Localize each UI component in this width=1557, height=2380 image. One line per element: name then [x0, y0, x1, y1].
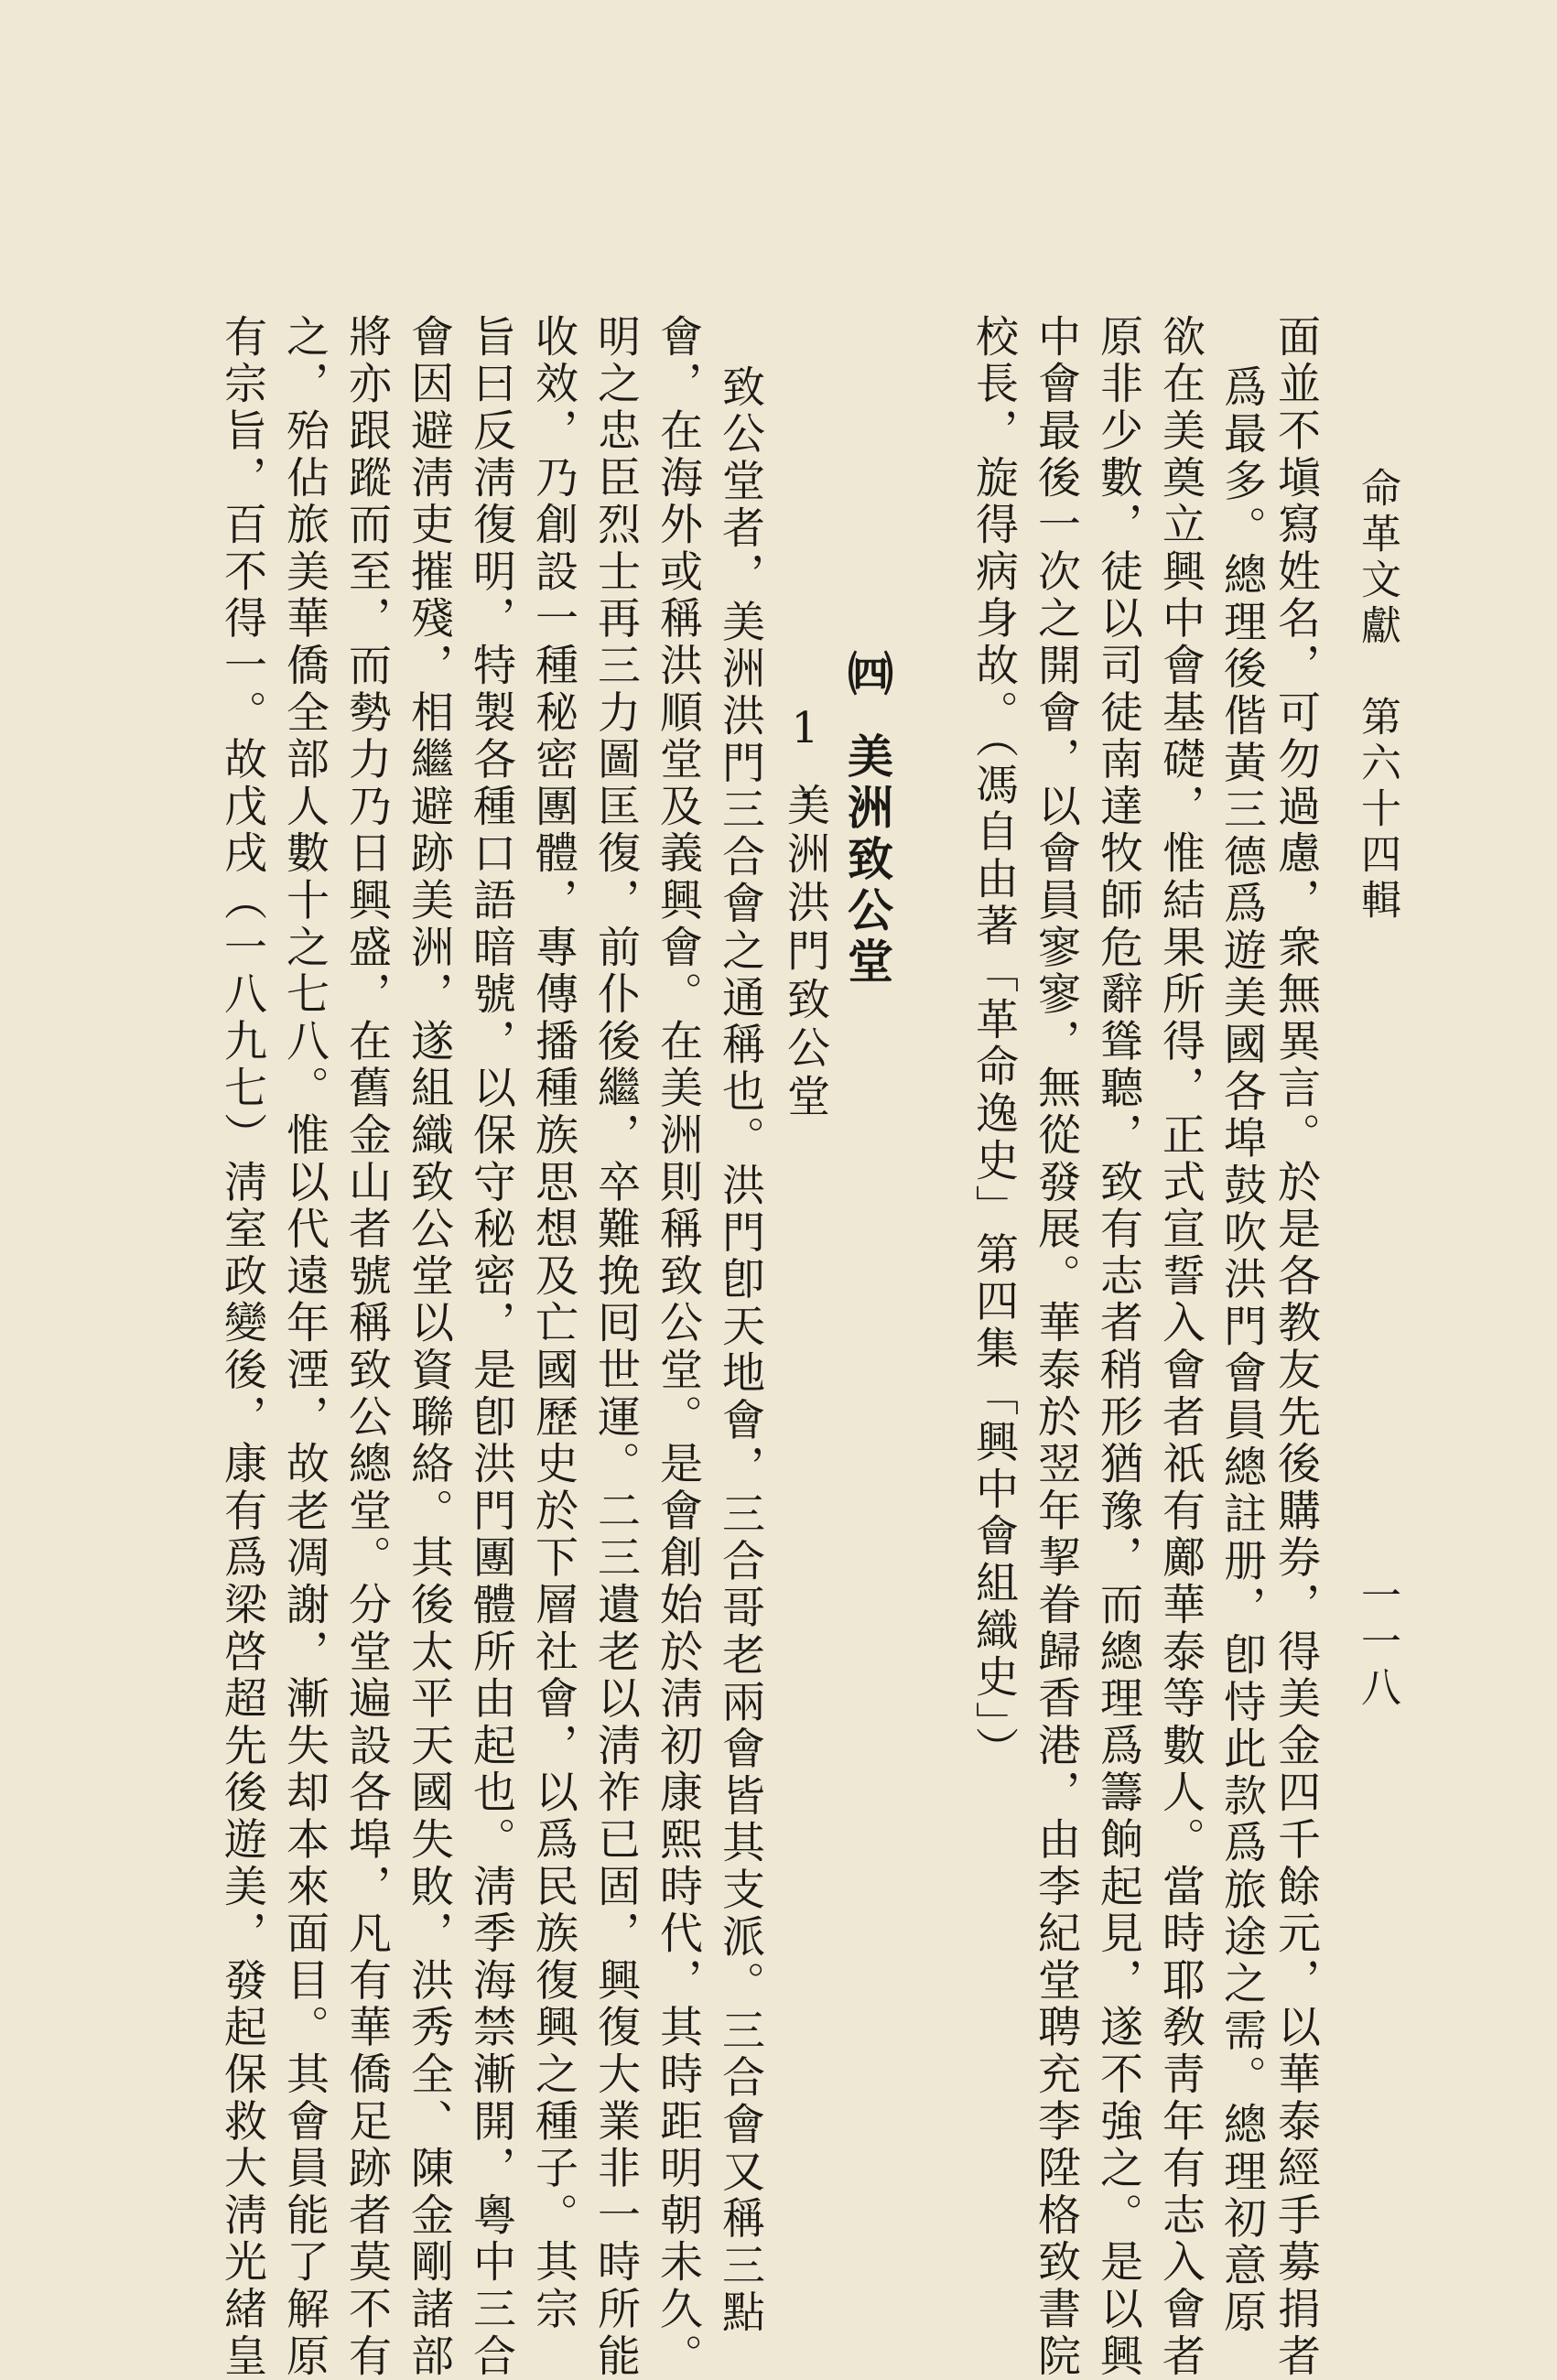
body-line: 之，殆佔旅美華僑全部人數十之七八。惟以代遠年湮，故老凋謝，漸失却本來面目。其會員能了解原 — [279, 314, 330, 2380]
subsection-title: 美洲洪門致公堂 — [780, 783, 830, 1122]
body-line: 會因避淸吏摧殘，相繼避跡美洲，遂組織致公堂以資聯絡。其後太平天國失敗，洪秀全、陳金剛諸部 — [404, 314, 454, 2380]
body-line: 有宗旨，百不得一。故戊戌（一八九七）淸室政變後，康有爲梁啓超先後遊美，發起保救大淸光緒皇 — [217, 314, 267, 2380]
body-line: 爲最多。總理後偕黃三德爲遊美國各埠鼓吹洪門會員總註册，卽恃此款爲旅途之需。總理初意原 — [1216, 364, 1267, 2337]
body-line: 中會最後一次之開會，以會員寥寥，無從發展。華泰於翌年挈眷歸香港，由李紀堂聘充李陞格致書院 — [1031, 314, 1081, 2380]
body-line: 收效，乃創設一種秘密團體，專傳播種族思想及亡國歷史於下層社會，以爲民族復興之種子。其宗 — [528, 314, 578, 2333]
body-line: 會，在海外或稱洪順堂及義興會。在美洲則稱致公堂。是會創始於淸初康熙時代，其時距明朝未久。 — [653, 314, 703, 2380]
page-number: 一一八 — [1354, 1574, 1400, 1712]
body-line: 校長，旋得病身故。（馮自由著「革命逸史」第四集「興中會組織史」） — [968, 314, 1019, 1774]
body-line: 致公堂者，美洲洪門三合會之通稱也。洪門卽天地會，三合哥老兩會皆其支派。三合會又稱三點 — [715, 364, 765, 2337]
body-line: 原非少數，徒以司徒南達牧師危辭聳聽，致有志者稍形猶豫，而總理爲籌餉起見，遂不強之。是以興 — [1093, 314, 1143, 2380]
body-line: 面並不塡寫姓名，可勿過慮，衆無異言。於是各教友先後購券，得美金四千餘元，以華泰經手募捐者 — [1270, 314, 1321, 2380]
section-title: 美洲致公堂 — [840, 732, 894, 989]
running-header-title: 命革文獻 第六十四輯 — [1354, 467, 1400, 925]
subsection-number: 1. — [780, 703, 830, 815]
body-line: 將亦跟蹤而至，而勢力乃日興盛，在舊金山者號稱致公總堂。分堂遍設各埠，凡有華僑足跡者莫不有 — [341, 314, 392, 2380]
body-line: 欲在美奠立興中會基礎，惟結果所得，正式宣誓入會者祇有鄺華泰等數人。當時耶敎靑年有志入會者 — [1155, 314, 1206, 2380]
body-line: 旨曰反淸復明，特製各種口語暗號，以保守秘密，是卽洪門團體所由起也。淸季海禁漸開，粵中三合 — [466, 314, 516, 2380]
section-marker: ㈣ — [840, 650, 894, 701]
body-line: 明之忠臣烈士再三力圖匡復，前仆後繼，卒難挽囘世運。二三遺老以淸祚已固，興復大業非一時所能 — [590, 314, 641, 2380]
